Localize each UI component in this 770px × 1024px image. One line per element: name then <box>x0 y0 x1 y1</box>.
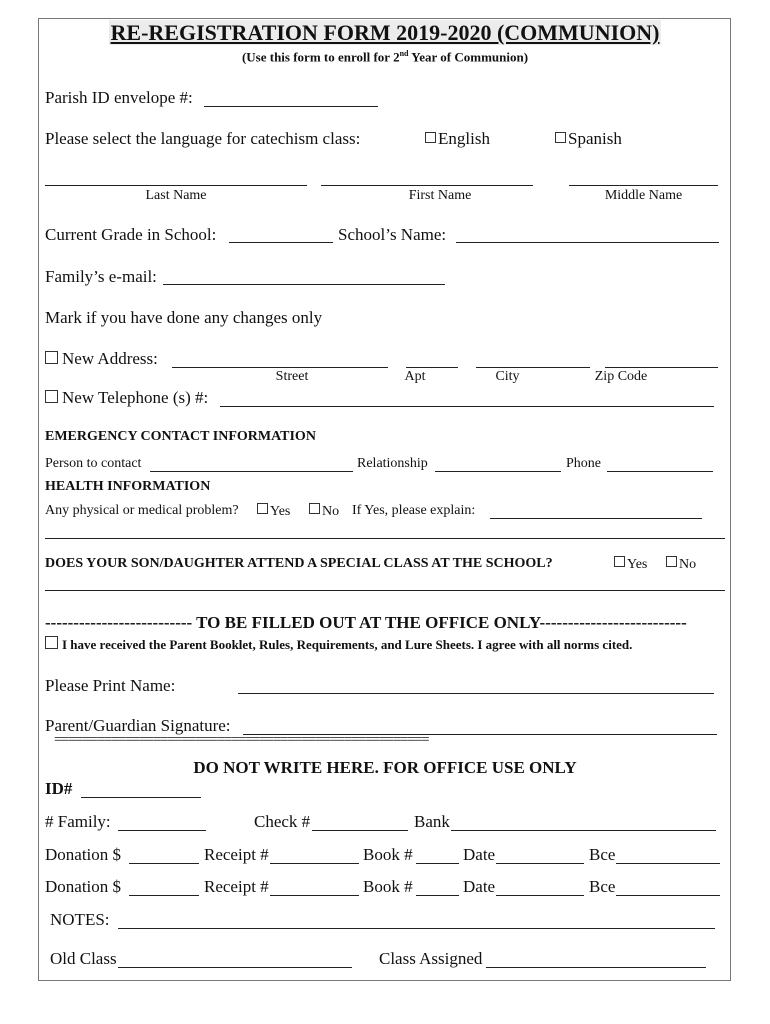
old-class-field[interactable] <box>118 967 352 968</box>
apt-caption: Apt <box>404 369 426 384</box>
class-assigned-field[interactable] <box>486 967 706 968</box>
city-caption: City <box>495 369 520 384</box>
notes-label: NOTES: <box>50 910 110 929</box>
notes-field[interactable] <box>118 928 715 929</box>
special-no-option[interactable]: No <box>666 556 696 573</box>
health-yes-option[interactable]: Yes <box>257 503 290 520</box>
phone-label: Phone <box>566 456 601 471</box>
city-field[interactable] <box>476 367 590 368</box>
date-field-1[interactable] <box>496 863 584 864</box>
family-field[interactable] <box>118 830 206 831</box>
bank-label: Bank <box>414 812 450 831</box>
old-class-label: Old Class <box>50 949 117 968</box>
health-no-option[interactable]: No <box>309 503 339 520</box>
health-heading: HEALTH INFORMATION <box>45 479 211 494</box>
relationship-field[interactable] <box>435 471 561 472</box>
class-assigned-label: Class Assigned <box>379 949 483 968</box>
id-field[interactable] <box>81 797 201 798</box>
first-name-field[interactable] <box>321 185 533 186</box>
office-use-heading: DO NOT WRITE HERE. FOR OFFICE USE ONLY <box>193 758 577 777</box>
print-name-label: Please Print Name: <box>45 676 176 695</box>
zip-field[interactable] <box>605 367 718 368</box>
bce-label-2: Bce <box>589 877 616 896</box>
date-field-2[interactable] <box>496 895 584 896</box>
parish-id-field[interactable] <box>204 106 378 107</box>
check-label: Check # <box>254 812 311 831</box>
receipt-label-1: Receipt # <box>204 845 269 864</box>
apt-field[interactable] <box>406 367 458 368</box>
phone-field[interactable] <box>607 471 713 472</box>
special-yes-option[interactable]: Yes <box>614 556 647 573</box>
bce-field-1[interactable] <box>616 863 720 864</box>
bank-field[interactable] <box>451 830 716 831</box>
special-class-field[interactable] <box>45 590 725 591</box>
parish-id-label: Parish ID envelope #: <box>45 88 193 107</box>
special-yes-checkbox[interactable] <box>614 556 625 567</box>
last-name-field[interactable] <box>45 185 307 186</box>
form-border <box>38 18 731 981</box>
explain-field[interactable] <box>490 518 702 519</box>
grade-field[interactable] <box>229 242 333 243</box>
health-no-checkbox[interactable] <box>309 503 320 514</box>
date-label-1: Date <box>463 845 496 864</box>
street-caption: Street <box>275 369 309 384</box>
id-label: ID# <box>45 779 73 798</box>
grade-label: Current Grade in School: <box>45 225 217 244</box>
receipt-field-2[interactable] <box>270 895 359 896</box>
health-yes-checkbox[interactable] <box>257 503 268 514</box>
middle-name-field[interactable] <box>569 185 718 186</box>
relationship-label: Relationship <box>357 456 428 471</box>
emergency-heading: EMERGENCY CONTACT INFORMATION <box>45 429 316 444</box>
first-name-caption: First Name <box>408 188 472 203</box>
agreement-row: I have received the Parent Booklet, Rules, Requirements, and Lure Sheets. I agree with all norms cited. <box>45 636 632 653</box>
check-field[interactable] <box>312 830 408 831</box>
last-name-caption: Last Name <box>145 188 207 203</box>
book-label-1: Book # <box>363 845 413 864</box>
new-phone-field[interactable] <box>220 406 714 407</box>
school-field[interactable] <box>456 242 719 243</box>
special-no-checkbox[interactable] <box>666 556 677 567</box>
date-label-2: Date <box>463 877 496 896</box>
print-name-field[interactable] <box>238 693 714 694</box>
zip-caption: Zip Code <box>594 369 648 384</box>
office-only-banner: -------------------------- TO BE FILLED OUT AT THE OFFICE ONLY-------------------------- <box>45 613 687 632</box>
person-label: Person to contact <box>45 456 142 471</box>
family-label: # Family: <box>45 812 111 831</box>
form-title: RE-REGISTRATION FORM 2019-2020 (COMMUNION) <box>110 20 660 45</box>
special-class-question: DOES YOUR SON/DAUGHTER ATTEND A SPECIAL CLASS AT THE SCHOOL? <box>45 556 553 571</box>
donation-label-1: Donation $ <box>45 845 122 864</box>
new-phone-checkbox[interactable] <box>45 390 58 403</box>
book-field-2[interactable] <box>416 895 459 896</box>
english-checkbox[interactable] <box>425 132 436 143</box>
signature-label: Parent/Guardian Signature: <box>45 716 231 735</box>
spanish-checkbox[interactable] <box>555 132 566 143</box>
new-phone-row: New Telephone (s) #: <box>45 388 208 408</box>
form-subtitle: (Use this form to enroll for 2nd Year of Communion) <box>241 49 529 65</box>
health-question: Any physical or medical problem? <box>45 503 239 518</box>
language-label: Please select the language for catechism class: <box>45 129 361 148</box>
receipt-label-2: Receipt # <box>204 877 269 896</box>
donation-field-2[interactable] <box>129 895 199 896</box>
changes-label: Mark if you have done any changes only <box>45 308 323 327</box>
person-field[interactable] <box>150 471 353 472</box>
explain-field-line-2[interactable] <box>45 538 725 539</box>
street-field[interactable] <box>172 367 388 368</box>
new-address-checkbox[interactable] <box>45 351 58 364</box>
middle-name-caption: Middle Name <box>604 188 683 203</box>
new-address-row: New Address: <box>45 349 158 369</box>
donation-field-1[interactable] <box>129 863 199 864</box>
separator: ===================================================== <box>54 732 429 748</box>
email-label: Family’s e-mail: <box>45 267 157 286</box>
language-option-english[interactable]: English <box>425 129 490 149</box>
receipt-field-1[interactable] <box>270 863 359 864</box>
donation-label-2: Donation $ <box>45 877 122 896</box>
book-label-2: Book # <box>363 877 413 896</box>
book-field-1[interactable] <box>416 863 459 864</box>
bce-label-1: Bce <box>589 845 616 864</box>
bce-field-2[interactable] <box>616 895 720 896</box>
language-option-spanish[interactable]: Spanish <box>555 129 622 149</box>
explain-label: If Yes, please explain: <box>352 503 476 518</box>
school-label: School’s Name: <box>338 225 447 244</box>
email-field[interactable] <box>163 284 445 285</box>
agreement-checkbox[interactable] <box>45 636 58 649</box>
